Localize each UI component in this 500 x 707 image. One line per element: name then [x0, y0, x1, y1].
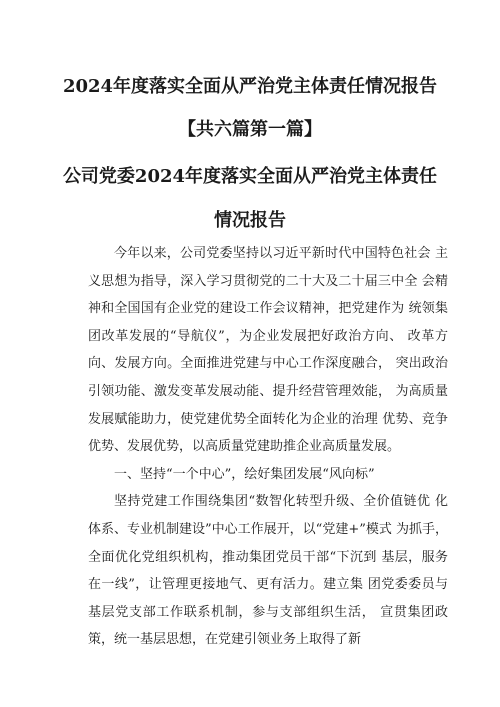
section-1-heading: 一、坚持“一个中心”，绘好集团发展“风向标” [114, 466, 375, 482]
intro-paragraph: 今年以来，公司党委坚持以习近平新时代中国特色社会 主义思想为指导，深入学习贯彻党的二十大及二十届三中全 会精神和全国国有企业党的建设工作会议精神，把党建作为 统领集团改革发展的“导航仪”，为企业发展把好政治方向、 改革方向、发展方向。全面推进党建与中心工作深度融合， 突出政治引领功能、激发变革发展动能、提升经营管理效能， 为高质量发展赋能助力，使党建优势全面转化为企业的治理 优势、竞争优势、发展优势，以高质量党建助推企业高质量发展。 [88, 246, 448, 455]
series-label: 【共六篇第一篇】 [178, 119, 322, 140]
document-title: 2024年度落实全面从严治党主体责任情况报告 [62, 76, 438, 97]
body-text [88, 240, 448, 654]
subtitle-line-2: 情况报告 [214, 210, 286, 231]
subtitle-line-1: 公司党委2024年度落实全面从严治党主体责任 [62, 166, 438, 187]
section-1-paragraph: 坚持党建工作围绕集团“数智化转型升级、全价值链优 化体系、专业机制建设”中心工作展开，以“党建+”模式 为抓手，全面优化党组织机构，推动集团党员干部“下沉到 基层，服务在一线”，让管理更接地气、更有活力。建立集 团党委委员与基层党支部工作联系机制，参与支部组织生活， 宣贯集团政策，统一基层思想，在党建引领业务上取得了新 [88, 494, 448, 648]
